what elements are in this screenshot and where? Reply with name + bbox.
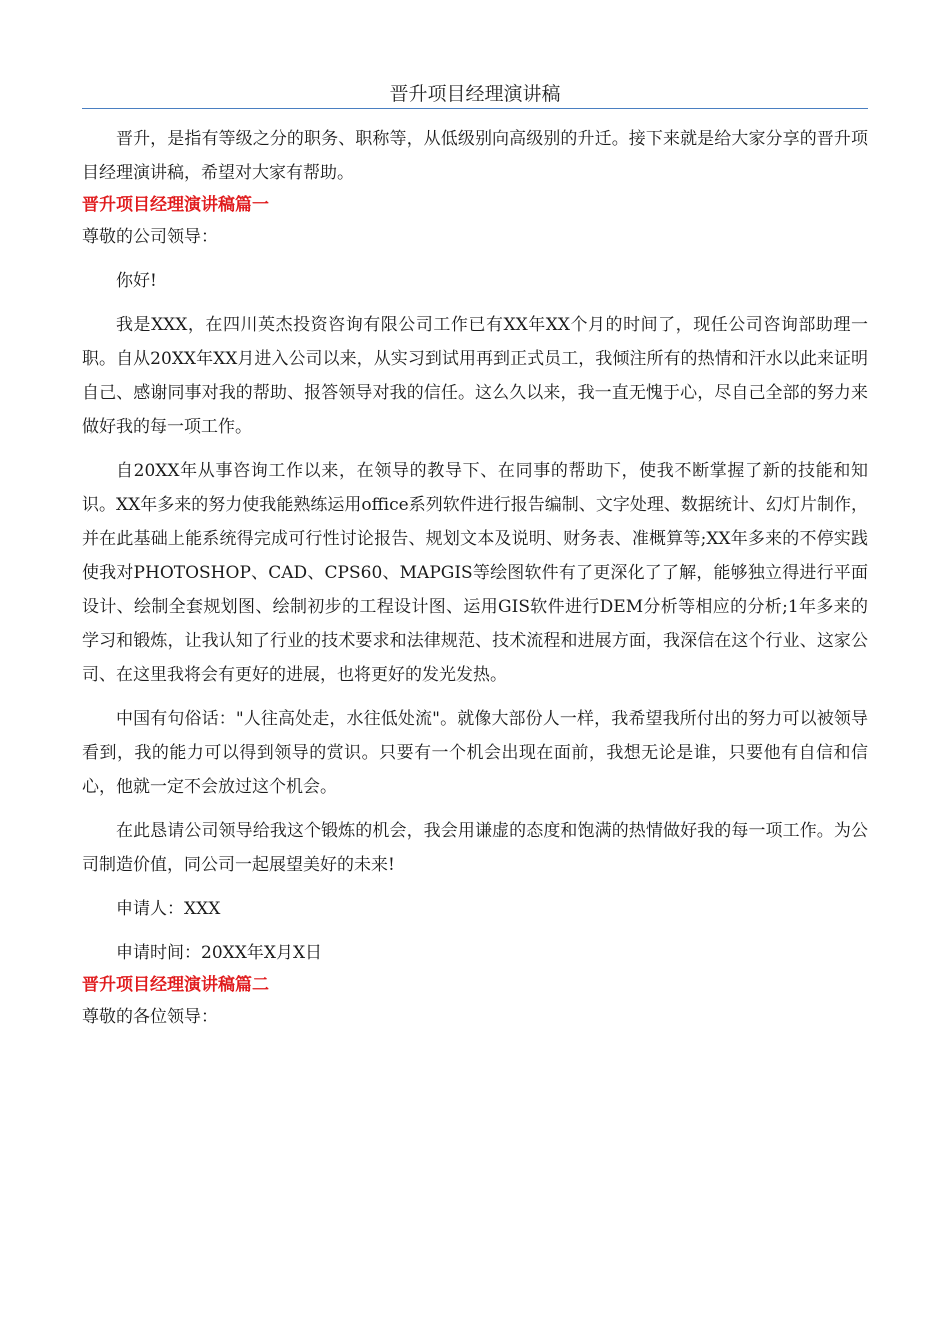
- intro-paragraph: 晋升，是指有等级之分的职务、职称等，从低级别向高级别的升迁。接下来就是给大家分享的晋升项目经理演讲稿，希望对大家有帮助。: [82, 129, 868, 183]
- body-paragraph: 在此恳请公司领导给我这个锻炼的机会，我会用谦虚的态度和饱满的热情做好我的每一项工作。为公司制造价值，同公司一起展望美好的未来!: [82, 821, 868, 875]
- page-title: 晋升项目经理演讲稿: [389, 83, 561, 105]
- section-heading-2: 晋升项目经理演讲稿篇二: [82, 975, 269, 995]
- document-body: [82, 122, 868, 1034]
- applicant-line: 申请人：XXX: [116, 899, 221, 919]
- header-divider: [82, 108, 868, 109]
- body-paragraph: 中国有句俗话："人往高处走，水往低处流"。就像大部份人一样，我希望我所付出的努力可以被领导看到，我的能力可以得到领导的赏识。只要有一个机会出现在面前，我想无论是谁，只要他有自信和信心，他就一定不会放过这个机会。: [82, 709, 868, 797]
- salutation-1: 尊敬的公司领导：: [82, 227, 218, 247]
- section-heading-1: 晋升项目经理演讲稿篇一: [82, 195, 269, 215]
- body-paragraph: 自20XX年从事咨询工作以来，在领导的教导下、在同事的帮助下，使我不断掌握了新的技能和知识。XX年多来的努力使我能熟练运用office系列软件进行报告编制、文字处理、数据统计、幻灯片制作，并在此基础上能系统得完成可行性讨论报告、规划文本及说明、财务表、准概算等;XX年多来的不停实践使我对PHOTOSHOP、CAD、CPS60、MAPGIS等绘图软件有了更深化了了解，能够独立得进行平面设计、绘制全套规划图、绘制初步的工程设计图、运用GIS软件进行DEM分析等相应的分析;1年多来的学习和锻炼，让我认知了行业的技术要求和法律规范、技术流程和进展方面，我深信在这个行业、这家公司、在这里我将会有更好的进展，也将更好的发光发热。: [82, 461, 868, 685]
- body-paragraph: 我是XXX，在四川英杰投资咨询有限公司工作已有XX年XX个月的时间了，现任公司咨询部助理一职。自从20XX年XX月进入公司以来，从实习到试用再到正式员工，我倾注所有的热情和汗水以此来证明自己、感谢同事对我的帮助、报答领导对我的信任。这么久以来，我一直无愧于心，尽自己全部的努力来做好我的每一项工作。: [82, 315, 868, 437]
- greeting: 你好!: [116, 271, 157, 291]
- salutation-2: 尊敬的各位领导：: [82, 1007, 218, 1027]
- date-line: 申请时间：20XX年X月X日: [116, 943, 323, 963]
